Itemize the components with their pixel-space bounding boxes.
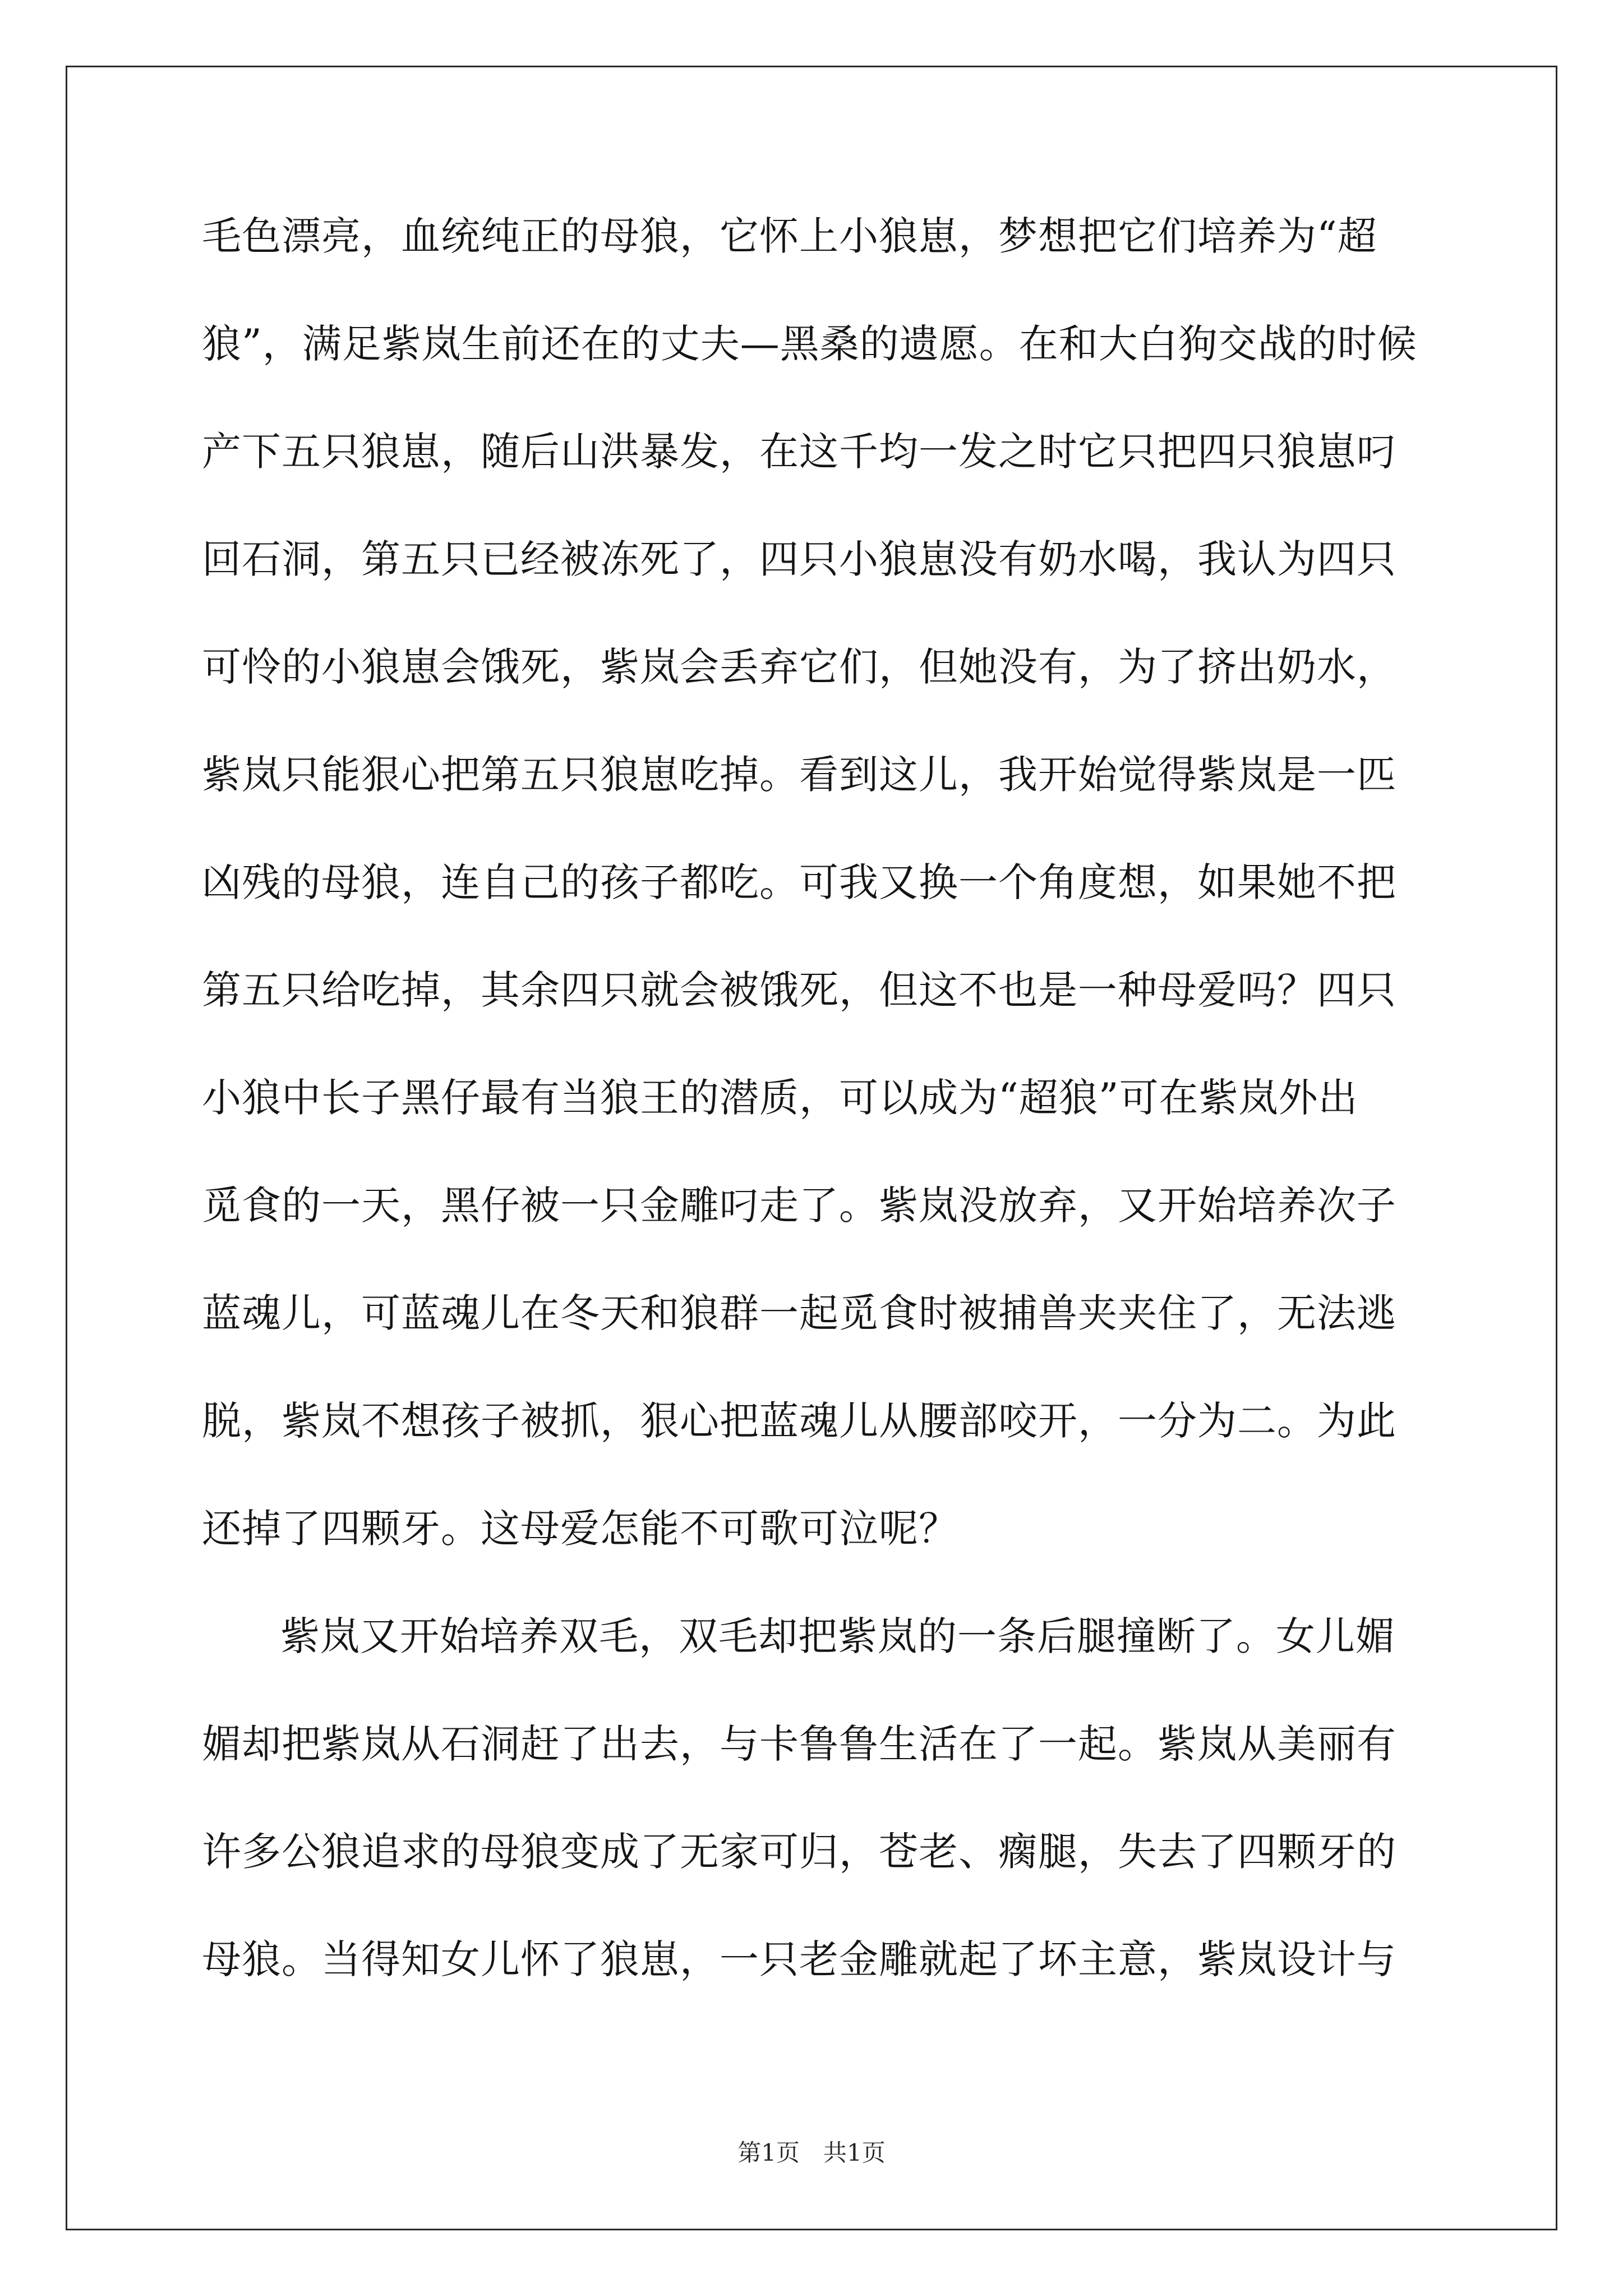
text-line: 小狼中长子黑仔最有当狼王的潜质，可以成为“超狼”可在紫岚外出	[202, 1075, 1358, 1121]
text-line: 可怜的小狼崽会饿死，紫岚会丢弃它们，但她没有，为了挤出奶水，	[202, 644, 1396, 690]
text-line: 产下五只狼崽，随后山洪暴发，在这千均一发之时它只把四只狼崽叼	[202, 429, 1396, 475]
text-line: 蓝魂儿，可蓝魂儿在冬天和狼群一起觅食时被捕兽夹夹住了，无法逃	[202, 1290, 1396, 1336]
text-line: 脱，紫岚不想孩子被抓，狠心把蓝魂儿从腰部咬开，一分为二。为此	[202, 1398, 1396, 1444]
text-line: 媚却把紫岚从石洞赶了出去，与卡鲁鲁生活在了一起。紫岚从美丽有	[202, 1721, 1396, 1767]
text-line: 许多公狼追求的母狼变成了无家可归，苍老、瘸腿，失去了四颗牙的	[202, 1829, 1396, 1875]
page-border	[66, 66, 1557, 2230]
text-line: 狼”，满足紫岚生前还在的丈夫—黑桑的遗愿。在和大白狗交战的时候	[202, 321, 1417, 367]
paragraph-start-line: 紫岚又开始培养双毛，双毛却把紫岚的一条后腿撞断了。女儿媚	[280, 1613, 1395, 1659]
text-line: 还掉了四颗牙。这母爱怎能不可歌可泣呢？	[202, 1506, 958, 1552]
text-line: 毛色漂亮，血统纯正的母狼，它怀上小狼崽，梦想把它们培养为“超	[202, 213, 1377, 259]
text-line: 第五只给吃掉，其余四只就会被饿死，但这不也是一种母爱吗？四只	[202, 967, 1396, 1013]
page-footer: 第1页 共1页	[737, 2139, 886, 2166]
text-line: 回石洞，第五只已经被冻死了，四只小狼崽没有奶水喝，我认为四只	[202, 536, 1396, 582]
text-line: 母狼。当得知女儿怀了狼崽，一只老金雕就起了坏主意，紫岚设计与	[202, 1936, 1396, 1982]
text-line: 紫岚只能狠心把第五只狼崽吃掉。看到这儿，我开始觉得紫岚是一匹	[202, 752, 1396, 798]
text-line: 觅食的一天，黑仔被一只金雕叼走了。紫岚没放弃，又开始培养次子	[202, 1182, 1396, 1228]
text-line: 凶残的母狼，连自己的孩子都吃。可我又换一个角度想，如果她不把	[202, 859, 1396, 905]
